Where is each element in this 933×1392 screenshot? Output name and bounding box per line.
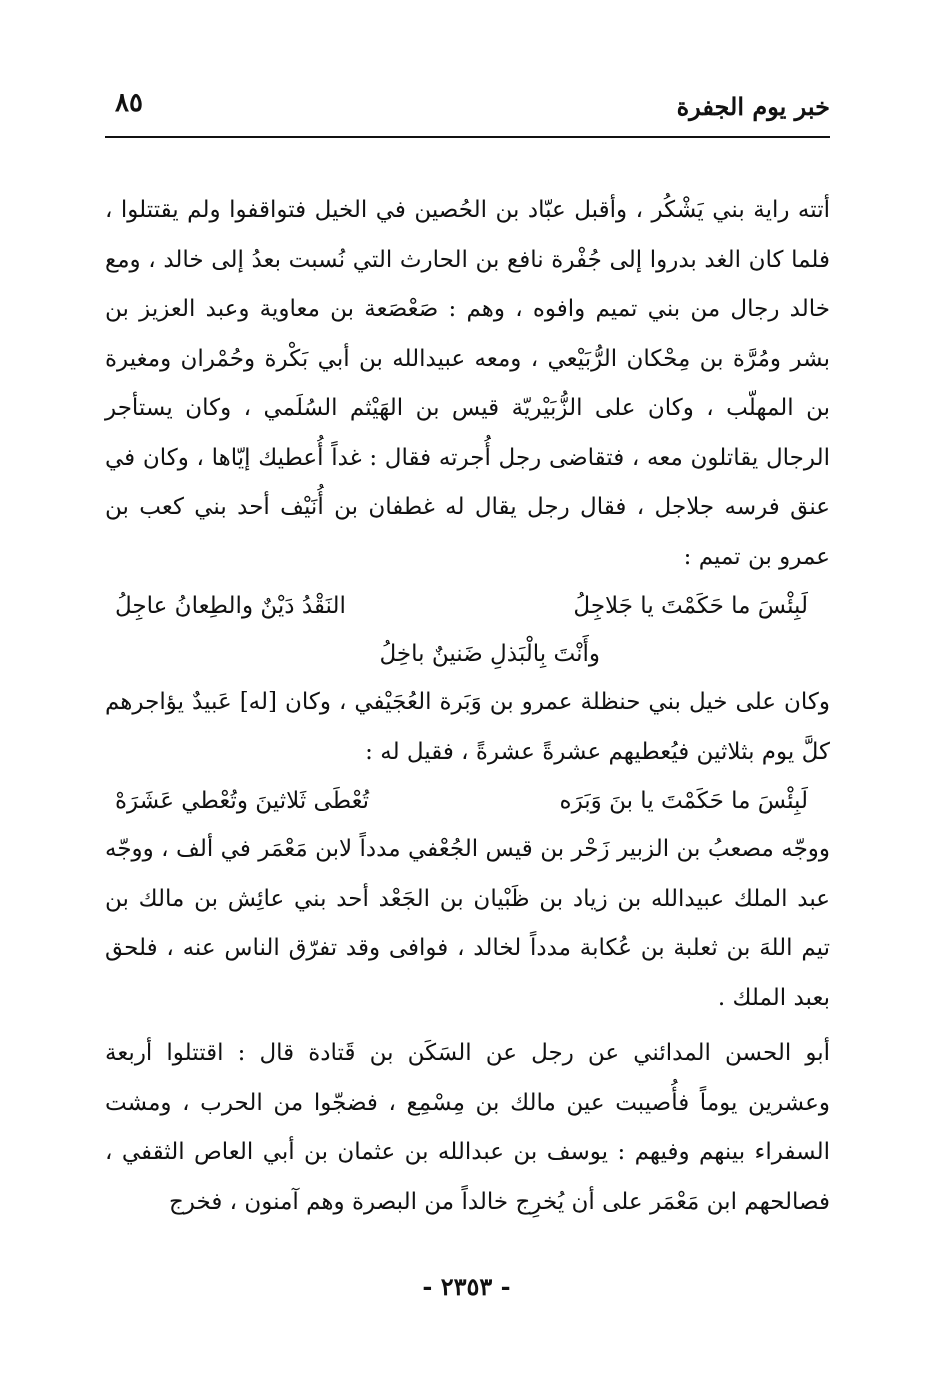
verse-line-1	[105, 582, 830, 630]
verse-2-hemistich: وأَنْتَ بِالْبَذلِ ضَنينٌ باخِلُ	[379, 641, 600, 667]
verse-1-second-hemistich: النَقْدُ دَيْنٌ والطِعانُ عاجِلُ	[115, 593, 346, 619]
verse-line-3	[105, 777, 830, 825]
body-text	[105, 186, 830, 1227]
book-page	[105, 88, 830, 1328]
verse-1-first-hemistich: لَبِئْسَ ما حَكَمْتَ يا جَلاجِلُ	[573, 593, 808, 619]
verse-3-first-hemistich: لَبِئْسَ ما حَكَمْتَ يا بنَ وَبَرَه	[559, 788, 808, 814]
verse-3-second-hemistich: تُعْطَى ثَلاثينَ وتُعْطي عَشَرَهْ	[115, 788, 370, 814]
paragraph-2: وكان على خيل بني حنظلة عمرو بن وَبَرة العُجَيْفي ، وكان [له] عَبيدٌ يؤاجرهم كلَّ يوم بثلاثين فيُعطيهم عشرةً عشرةً ، فقيل له :	[105, 689, 830, 765]
page-number: ٨٥	[115, 88, 143, 118]
page-header	[105, 88, 830, 138]
paragraph-3: ووجّه مصعبُ بن الزبير زَحْر بن قيس الجُعْفي مدداً لابن مَعْمَر في ألف ، ووجّه عبد الملك عبيدالله بن زياد بن ظَبْيان بن الجَعْد أحد بني عائِش بن مالك بن تيم اللهَ بن ثعلبة بن عُكابة مدداً لخالد ، فوافى وقد تفرّق الناس عنه ، فلحق بعبد الملك .	[105, 836, 830, 1011]
running-title: خبر يوم الجفرة	[676, 92, 830, 121]
folio-number: - ٢٣٥٣ -	[422, 1272, 511, 1301]
paragraph-4: أبو الحسن المدائني عن رجل عن السَكَن بن قَتادة قال : اقتتلوا أربعة وعشرين يوماً فأُصيبت عين مالك بن مِسْمِع ، فضجّوا من الحرب ، ومشت السفراء بينهم وفيهم : يوسف بن عبدالله بن عثمان بن أبي العاص الثقفي ، فصالحهم ابن مَعْمَر على أن يُخرِج خالداً من البصرة وهم آمنون ، فخرج	[105, 1040, 830, 1215]
verse-line-2	[105, 630, 830, 678]
paragraph-1: أتته راية بني يَشْكُر ، وأقبل عبّاد بن الحُصين في الخيل فتواقفوا ولم يقتتلوا ، فلما كان الغد بدروا إلى جُفْرة نافع بن الحارث التي نُسبت بعدُ إلى خالد ، ومع خالد رجال من بني تميم وافوه ، وهم : صَعْصَعة بن معاوية وعبد العزيز بن بشر ومُرَّة بن مِحْكان الرُّبَيْعي ، ومعه عبيدالله بن أبي بَكْرة وحُمْران ومغيرة بن المهلّب ، وكان على الزُّبَيْريّة قيس بن الهَيْثم السُلَمي ، وكان يستأجر الرجال يقاتلون معه ، فتقاضى رجل أُجرته فقال : غداً أُعطيك إيّاها ، وكان في عنق فرسه جلاجل ، فقال رجل يقال له غطفان بن أُنَيْف أحد بني كعب بن عمرو بن تميم :	[105, 197, 830, 570]
